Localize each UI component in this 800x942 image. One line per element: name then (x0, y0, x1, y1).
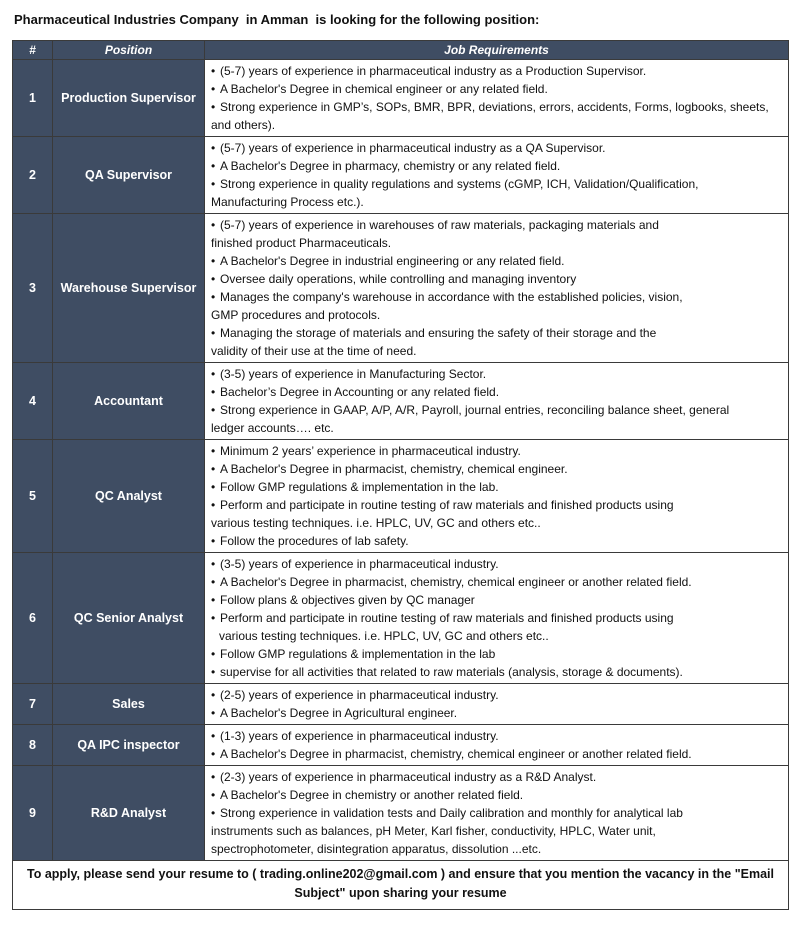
requirement-line (211, 175, 783, 193)
requirement-text: GMP procedures and protocols. (211, 308, 381, 322)
requirement-line (211, 532, 783, 550)
requirement-text: (5-7) years of experience in warehouses of raw materials, packaging materials and (220, 218, 659, 232)
requirement-text: (5-7) years of experience in pharmaceutical industry as a Production Supervisor. (220, 64, 647, 78)
table-row (13, 725, 789, 766)
bullet-icon: • (211, 647, 216, 661)
bullet-icon: • (211, 747, 216, 761)
requirement-text: Perform and participate in routine testing of raw materials and finished products using (220, 498, 674, 512)
job-rows (13, 60, 789, 861)
requirement-line (211, 442, 783, 460)
apply-line-1: To apply, please send your resume to ( trading.online202@gmail.com ) and ensure that you mention the vacancy in the "Email (27, 867, 774, 881)
requirement-line (211, 645, 783, 663)
requirement-text: A Bachelor's Degree in chemical engineer or any related field. (220, 82, 548, 96)
bullet-icon: • (211, 290, 216, 304)
bullet-icon: • (211, 462, 216, 476)
bullet-icon: • (211, 498, 216, 512)
requirement-text: Strong experience in GAAP, A/P, A/R, Payroll, journal entries, reconciling balance sheet, general (220, 403, 730, 417)
requirement-line (211, 193, 783, 211)
bullet-icon: • (211, 254, 216, 268)
requirement-line (211, 704, 783, 722)
bullet-icon: • (211, 593, 216, 607)
requirement-line (211, 342, 783, 360)
requirement-text: Strong experience in quality regulations and systems (cGMP, ICH, Validation/Qualification, (220, 177, 699, 191)
table-row (13, 137, 789, 214)
requirements-cell (205, 684, 789, 725)
bullet-icon: • (211, 100, 216, 114)
requirements-cell (205, 766, 789, 861)
requirement-line (211, 98, 783, 116)
position-title: QC Senior Analyst (53, 553, 205, 684)
row-number: 5 (13, 440, 53, 553)
bullet-icon: • (211, 272, 216, 286)
position-title: Production Supervisor (53, 60, 205, 137)
requirement-line (211, 383, 783, 401)
requirement-line (211, 496, 783, 514)
requirement-line (211, 306, 783, 324)
bullet-icon: • (211, 326, 216, 340)
requirement-line (211, 768, 783, 786)
requirement-line (211, 460, 783, 478)
job-table (12, 40, 789, 910)
apply-instructions (13, 861, 789, 910)
requirement-text: Follow GMP regulations & implementation in the lab (220, 647, 496, 661)
requirement-text: Minimum 2 years’ experience in pharmaceutical industry. (220, 444, 521, 458)
bullet-icon: • (211, 729, 216, 743)
requirement-text: A Bachelor's Degree in Agricultural engineer. (220, 706, 458, 720)
table-row (13, 214, 789, 363)
requirement-line (211, 62, 783, 80)
position-title: QC Analyst (53, 440, 205, 553)
bullet-icon: • (211, 480, 216, 494)
position-title: Accountant (53, 363, 205, 440)
requirement-line (211, 234, 783, 252)
requirement-text: ledger accounts…. etc. (211, 421, 334, 435)
row-number: 8 (13, 725, 53, 766)
requirement-line (211, 80, 783, 98)
requirement-line (211, 573, 783, 591)
row-number: 1 (13, 60, 53, 137)
requirement-line (211, 609, 783, 627)
requirement-text: Follow GMP regulations & implementation in the lab. (220, 480, 499, 494)
requirement-line (211, 252, 783, 270)
requirements-cell (205, 725, 789, 766)
requirement-text: spectrophotometer, disintegration apparatus, dissolution ...etc. (211, 842, 542, 856)
requirement-line (211, 555, 783, 573)
requirement-text: A Bachelor's Degree in pharmacy, chemistry or any related field. (220, 159, 561, 173)
requirement-line (211, 591, 783, 609)
bullet-icon: • (211, 177, 216, 191)
requirement-text: (2-3) years of experience in pharmaceutical industry as a R&D Analyst. (220, 770, 597, 784)
bullet-icon: • (211, 534, 216, 548)
requirement-text: A Bachelor's Degree in chemistry or another related field. (220, 788, 524, 802)
requirement-line (211, 116, 783, 134)
requirements-cell (205, 60, 789, 137)
bullet-icon: • (211, 611, 216, 625)
requirement-text: (3-5) years of experience in Manufacturing Sector. (220, 367, 487, 381)
bullet-icon: • (211, 367, 216, 381)
requirement-text: A Bachelor's Degree in pharmacist, chemistry, chemical engineer. (220, 462, 568, 476)
requirement-line (211, 365, 783, 383)
apply-row (13, 861, 789, 910)
requirement-line (211, 419, 783, 437)
bullet-icon: • (211, 575, 216, 589)
header-position: Position (53, 41, 205, 60)
requirement-text: Follow the procedures of lab safety. (220, 534, 409, 548)
position-title: QA Supervisor (53, 137, 205, 214)
bullet-icon: • (211, 141, 216, 155)
bullet-icon: • (211, 385, 216, 399)
position-title: QA IPC inspector (53, 725, 205, 766)
requirement-line (211, 686, 783, 704)
page-title: Pharmaceutical Industries Company in Amman is looking for the following position: (14, 12, 540, 27)
requirement-text: Strong experience in validation tests and Daily calibration and monthly for analytical lab (220, 806, 683, 820)
row-number: 6 (13, 553, 53, 684)
requirement-text: supervise for all activities that related to raw materials (analysis, storage & documents). (220, 665, 683, 679)
bullet-icon: • (211, 403, 216, 417)
row-number: 9 (13, 766, 53, 861)
requirement-text: and others). (211, 118, 276, 132)
bullet-icon: • (211, 64, 216, 78)
requirement-text: (3-5) years of experience in pharmaceutical industry. (220, 557, 499, 571)
requirement-text: (5-7) years of experience in pharmaceutical industry as a QA Supervisor. (220, 141, 606, 155)
requirement-text: (1-3) years of experience in pharmaceutical industry. (220, 729, 499, 743)
requirements-cell (205, 553, 789, 684)
bullet-icon: • (211, 218, 216, 232)
bullet-icon: • (211, 688, 216, 702)
table-row (13, 553, 789, 684)
requirement-text: Strong experience in GMP’s, SOPs, BMR, BPR, deviations, errors, accidents, Forms, logbooks, sheets, (220, 100, 769, 114)
requirement-text: Perform and participate in routine testing of raw materials and finished products using (220, 611, 674, 625)
requirement-line (211, 478, 783, 496)
requirements-cell (205, 363, 789, 440)
bullet-icon: • (211, 557, 216, 571)
row-number: 4 (13, 363, 53, 440)
requirements-cell (205, 214, 789, 363)
header-requirements: Job Requirements (205, 41, 789, 60)
requirements-cell (205, 440, 789, 553)
requirement-line (211, 324, 783, 342)
bullet-icon: • (211, 665, 216, 679)
requirement-text: Bachelor’s Degree in Accounting or any related field. (220, 385, 500, 399)
requirement-line (211, 401, 783, 419)
requirement-text: instruments such as balances, pH Meter, Karl fisher, conductivity, HPLC, Water unit, (211, 824, 656, 838)
requirement-line (211, 139, 783, 157)
position-title: Sales (53, 684, 205, 725)
requirement-line (211, 822, 783, 840)
bullet-icon: • (211, 444, 216, 458)
requirement-line (211, 663, 783, 681)
requirement-line (211, 270, 783, 288)
requirements-cell (205, 137, 789, 214)
requirement-text: Follow plans & objectives given by QC manager (220, 593, 475, 607)
requirement-line (211, 840, 783, 858)
bullet-icon: • (211, 82, 216, 96)
requirement-text: various testing techniques. i.e. HPLC, UV, GC and others etc.. (211, 516, 541, 530)
requirement-line (211, 727, 783, 745)
requirement-text: Manages the company's warehouse in accordance with the established policies, vision, (220, 290, 683, 304)
table-row (13, 60, 789, 137)
bullet-icon: • (211, 706, 216, 720)
requirement-line (211, 514, 783, 532)
requirement-text: Manufacturing Process etc.). (211, 195, 364, 209)
requirement-text: A Bachelor's Degree in pharmacist, chemistry, chemical engineer or another related field. (220, 575, 692, 589)
bullet-icon: • (211, 788, 216, 802)
requirement-text: finished product Pharmaceuticals. (211, 236, 392, 250)
apply-line-2: Subject" upon sharing your resume (294, 886, 507, 900)
table-row (13, 684, 789, 725)
row-number: 7 (13, 684, 53, 725)
position-title: Warehouse Supervisor (53, 214, 205, 363)
table-header-row (13, 41, 789, 60)
requirement-text: Oversee daily operations, while controlling and managing inventory (220, 272, 577, 286)
requirement-text: A Bachelor's Degree in pharmacist, chemistry, chemical engineer or another related field. (220, 747, 692, 761)
requirement-line (211, 157, 783, 175)
requirement-line (211, 804, 783, 822)
requirement-line (211, 288, 783, 306)
requirement-line (211, 745, 783, 763)
header-num: # (13, 41, 53, 60)
table-row (13, 440, 789, 553)
requirement-text: A Bachelor's Degree in industrial engineering or any related field. (220, 254, 565, 268)
requirement-line (211, 627, 783, 645)
table-row (13, 766, 789, 861)
bullet-icon: • (211, 770, 216, 784)
bullet-icon: • (211, 159, 216, 173)
position-title: R&D Analyst (53, 766, 205, 861)
requirement-text: various testing techniques. i.e. HPLC, UV, GC and others etc.. (219, 629, 549, 643)
requirement-text: Managing the storage of materials and ensuring the safety of their storage and the (220, 326, 657, 340)
requirement-text: (2-5) years of experience in pharmaceutical industry. (220, 688, 499, 702)
row-number: 2 (13, 137, 53, 214)
requirement-text: validity of their use at the time of need. (211, 344, 417, 358)
table-row (13, 363, 789, 440)
requirement-line (211, 216, 783, 234)
row-number: 3 (13, 214, 53, 363)
requirement-line (211, 786, 783, 804)
bullet-icon: • (211, 806, 216, 820)
